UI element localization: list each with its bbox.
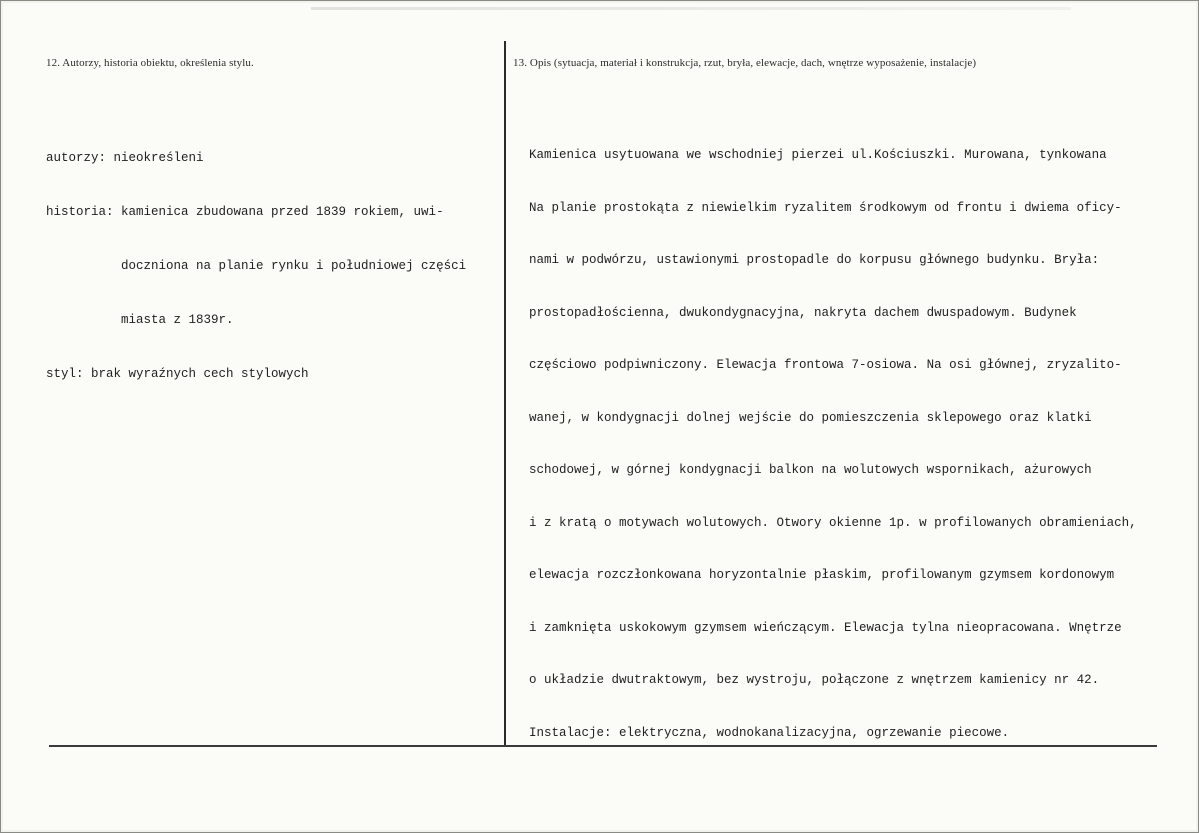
section-12-header: 12. Autorzy, historia obiektu, określenia stylu. [46, 57, 254, 69]
text-line: o układzie dwutraktowym, bez wystroju, połączone z wnętrzem kamienicy nr 42. [529, 673, 1100, 687]
text-line: styl: brak wyraźnych cech stylowych [46, 367, 309, 381]
text-line: historia: kamienica zbudowana przed 1839 rokiem, uwi- [46, 205, 444, 219]
text-line: i zamknięta uskokowym gzymsem wieńczącym. Elewacja tylna nieopracowana. Wnętrze [529, 620, 1122, 635]
text-line: schodowej, w górnej kondygnacji balkon na wolutowych wspornikach, ażurowych [529, 463, 1092, 477]
text-line: nami w podwórzu, ustawionymi prostopadle do korpusu głównego budynku. Bryła: [529, 253, 1100, 267]
faint-bleed-through [311, 7, 1071, 10]
section-13-body [529, 115, 1137, 773]
text-line: prostopadłościenna, dwukondygnacyjna, nakryta dachem dwuspadowym. Budynek [529, 305, 1077, 320]
text-line: Na planie prostokąta z niewielkim ryzalitem środkowym od frontu i dwiema oficy- [529, 200, 1122, 215]
text-line: Instalacje: elektryczna, wodnokanalizacyjna, ogrzewanie piecowe. [529, 725, 1010, 740]
column-divider [504, 41, 506, 747]
text-line: i z kratą o motywach wolutowych. Otwory okienne 1p. w profilowanych obramieniach, [529, 515, 1137, 530]
text-line: wanej, w kondygnacji dolnej wejście do pomieszczenia sklepowego oraz klatki [529, 410, 1092, 425]
section-12-body [46, 117, 466, 415]
text-line: doczniona na planie rynku i południowej części [46, 259, 467, 273]
text-line: miasta z 1839r. [46, 313, 234, 327]
text-line: Kamienica usytuowana we wschodniej pierzei ul.Kościuszki. Murowana, tynkowana [529, 148, 1107, 162]
text-line: elewacja rozczłonkowana horyzontalnie płaskim, profilowanym gzymsem kordonowym [529, 568, 1115, 582]
section-13-header: 13. Opis (sytuacja, materiał i konstrukcja, rzut, bryła, elewacje, dach, wnętrze wyposażenie, instalacje) [513, 57, 977, 69]
text-line: autorzy: nieokreśleni [46, 151, 204, 165]
text-line: częściowo podpiwniczony. Elewacja frontowa 7-osiowa. Na osi głównej, zryzalito- [529, 358, 1122, 372]
